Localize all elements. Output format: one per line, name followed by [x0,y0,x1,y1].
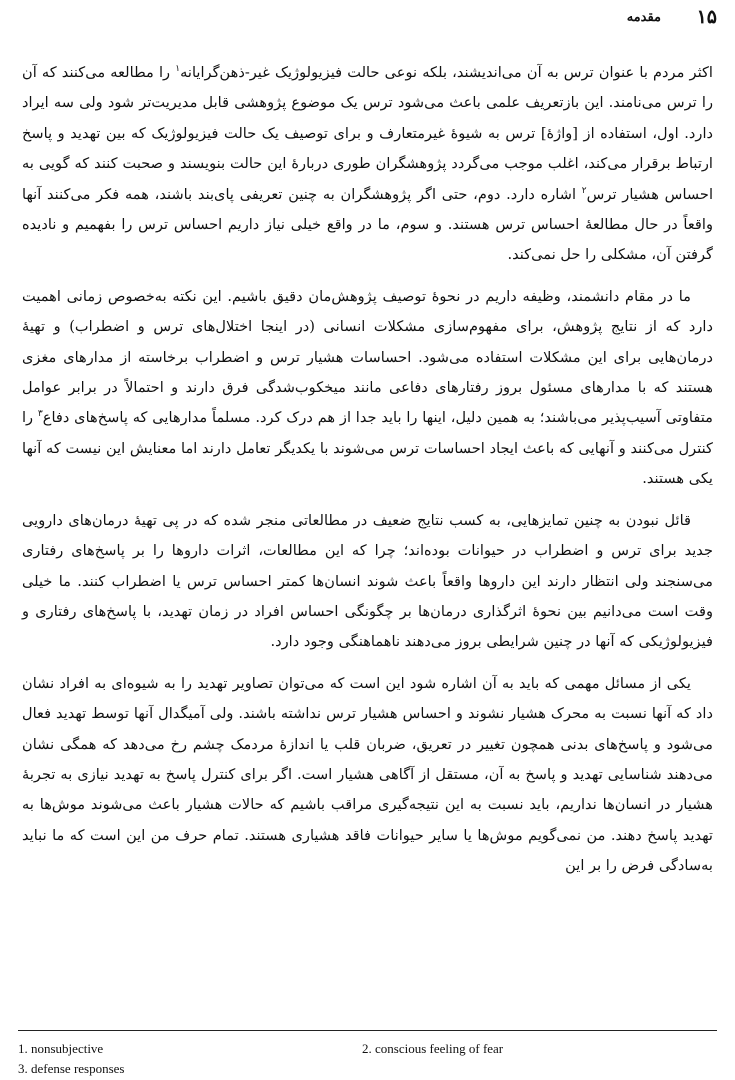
text-run: یکی از مسائل مهمی که باید به آن اشاره شود این است که می‌توان تصاویر تهدید را به شیوه‌ای به افراد نشان داد که آنها نسبت به محرک هشیار نشوند و احساس هشیار ترس نداشته باشند. ولی آمیگدال آنها توسط تهدید فعال می‌شود و پاسخ‌های بدنی همچون تغییر در تعریق، ضربان قلب یا اندازهٔ مردمک چشم رخ می‌دهد که همگی نشان می‌دهند شناسایی تهدید و پاسخ به آن، مستقل از آگاهی هشیار است. اگر برای کنترل پاسخ به تهدید نیازی به تجربهٔ هشیار در انسان‌ها نداریم، باید نسبت به این نتیجه‌گیری مراقب باشیم که حالات هشیار باعث می‌شوند موش‌ها به تهدید پاسخ دهند. من نمی‌گویم موش‌ها یا سایر حیوانات فاقد هشیاری هستند. تمام حرف من این است که ما نباید به‌سادگی فرض را بر این [22,674,713,875]
paragraph [22,506,713,658]
page-number: ۱۵ [696,6,717,28]
text-run: ما در مقام دانشمند، وظیفه داریم در نحوهٔ توصیف پژوهش‌مان دقیق باشیم. این نکته به‌خصوص زمانی اهمیت دارد که از نتایج پژوهش، برای مفهوم‌سازی مشکلات انسانی (در اینجا اختلال‌های ترس و اضطراب) و تهیهٔ درمان‌هایی برای این مشکلات استفاده می‌شود. احساسات هشیار ترس و اضطراب برخاسته از مدارهای مغزی هستند که با مدارهای مسئول بروز رفتارهای دفاعی مانند میخکوب‌شدگی فرق دارند و احتمالاً در برابر عوامل متفاوتی آسیب‌پذیر می‌باشند؛ به همین دلیل، اینها را باید جدا از هم درک کرد. مسلماً مدارهایی که پاسخ‌های دفاع [22,287,713,427]
footnote-divider [18,1030,717,1031]
footnote-ref[interactable]: ۱ [175,64,181,75]
footnote-item: 3. defense responses [18,1061,125,1076]
paragraph [22,58,713,271]
footnote-ref[interactable]: ۳ [37,409,43,420]
paragraph [22,282,713,495]
running-head: مقدمه [626,10,661,25]
footnote-ref[interactable]: ۲ [581,185,587,196]
page-header [18,6,717,34]
footnote-item: 2. conscious feeling of fear [362,1041,504,1056]
body-text [22,58,713,893]
text-run: اکثر مردم با عنوان ترس به آن می‌اندیشند، بلکه نوعی حالت فیزیولوژیک غیر-ذهن‌گرایانه [180,64,713,81]
paragraph [22,669,713,882]
text-run: را کنترل می‌کنند و آنهایی که باعث ایجاد احساسات ترس می‌شوند با یکدیگر تعامل دارند اما معنایش این نیست که آنها یکی هستند. [22,409,713,488]
footnote-item: 1. nonsubjective [18,1041,104,1056]
text-run: قائل نبودن به چنین تمایزهایی، به کسب نتایج ضعیف در مطالعاتی منجر شده که در پی تهیهٔ درمان‌های دارویی جدید برای ترس و اضطراب در حیوانات بوده‌اند؛ چرا که این مطالعات، اثرات داروها را بر پاسخ‌های رفتاری می‌سنجند ولی انتظار دارند این داروها واقعاً باعث شوند انسان‌ها کمتر احساس ترس یا اضطراب کنند. ما خیلی وقت است می‌دانیم بین نحوهٔ اثرگذاری درمان‌ها بر چگونگی احساس افراد در زمان تهدید، با پاسخ‌های رفتاری و فیزیولوژیکی که آنها در چنین شرایطی بروز می‌دهند ناهماهنگی وجود دارد. [22,511,713,651]
text-run: را مطالعه می‌کنند که آن را ترس می‌نامند. این بازتعریف علمی باعث می‌شود ترس یک موضوع پژوهشی قابل مدیریت‌تر شود ولی سه ایراد دارد. اول، استفاده از [واژهٔ] ترس به شیوهٔ غیرمتعارف و برای توصیف یک حالت فیزیولوژیک که بین تهدید و پاسخ ارتباط برقرار می‌کند، اغلب موجب می‌گردد پژوهشگران طوری دربارهٔ این حالت بنویسند و صحبت کنند که گویی به احساس هشیار ترس [22,64,713,203]
text-run: اشاره دارد. دوم، حتی اگر پژوهشگران به چنین تعریفی پای‌بند باشند، همه فکر می‌کنند آنها واقعاً در حال مطالعهٔ احساس ترس هستند. و سوم، ما در واقع خیلی نیاز داریم احساس ترس را بفهمیم و نادیده گرفتن آن، مشکلی را حل نمی‌کند. [22,185,713,264]
